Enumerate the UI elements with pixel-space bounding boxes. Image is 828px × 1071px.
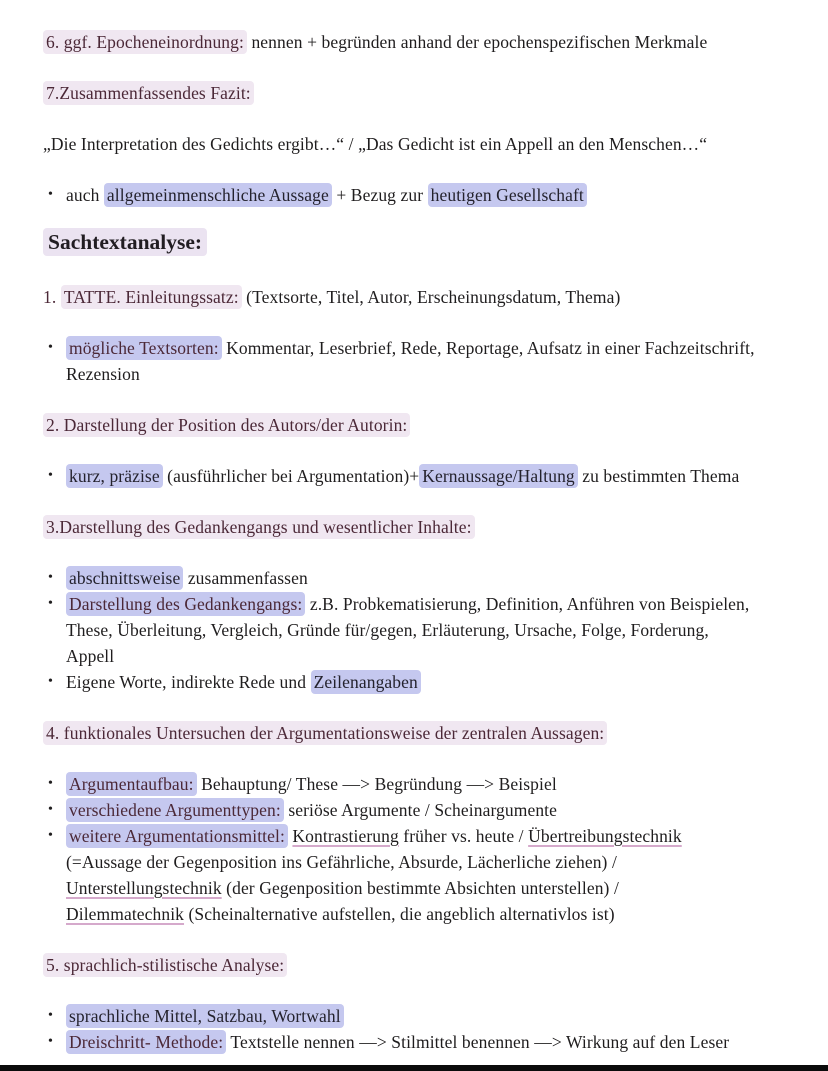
text-segment-mh-pink: TATTE. Einleitungssatz: (61, 285, 242, 309)
bullet-item (43, 463, 803, 489)
numbered-item-5 (43, 952, 803, 978)
text-segment-mh-blue: Dreischritt- Methode: (66, 1030, 226, 1054)
page-heading (43, 228, 803, 257)
text-segment-mh-blue: weitere Argumentationsmittel: (66, 824, 288, 848)
numbered-item-7 (43, 80, 803, 106)
text-segment-plain: nennen + begründen anhand der epochenspezifischen Merkmale (246, 32, 708, 52)
text-segment-maroon: 1. (43, 287, 61, 307)
text-segment-plain: (Scheinalternative aufstellen, die angeblich alternativlos ist) (184, 904, 615, 924)
text-segment-mh-pink: 5. sprachlich-stilistische Analyse: (43, 953, 287, 977)
text-segment-plain: früher vs. heute / (398, 826, 529, 846)
text-segment-bh: allgemeinmenschliche Aussage (104, 183, 332, 207)
bullet-item (43, 182, 803, 208)
bullet-item (43, 771, 803, 797)
text-segment-plain: zu bestimmten Thema (577, 466, 740, 486)
bullet-item (43, 335, 803, 387)
numbered-item-6 (43, 29, 803, 55)
bullet-item (43, 591, 803, 669)
numbered-item-1 (43, 284, 803, 310)
text-segment-bh: abschnittsweise (66, 566, 183, 590)
text-segment-plain: Appell (66, 646, 115, 666)
text-segment-plain: (ausführlicher bei Argumentation)+ (162, 466, 420, 486)
bullet-item (43, 1003, 803, 1029)
fazit-bullets (43, 182, 803, 208)
document-body (43, 29, 803, 1055)
text-segment-plain: „Die Interpretation des Gedichts ergibt…“ / „Das Gedicht ist ein Appell an den Menschen…“ (43, 134, 708, 154)
text-segment-plain: zusammenfassen (183, 568, 308, 588)
text-segment-bh: heutigen Gesellschaft (428, 183, 587, 207)
page-bottom-edge-bar (0, 1065, 828, 1071)
quote-line (43, 131, 803, 157)
numbered-item-2 (43, 412, 803, 438)
argumentation-bullets (43, 771, 803, 927)
text-segment-plain: Eigene Worte, indirekte Rede und (66, 672, 311, 692)
text-segment-plain: Textstelle nennen —> Stilmittel benennen —> Wirkung auf den Leser (226, 1032, 730, 1052)
text-segment-plain: Behauptung/ These —> Begründung —> Beispiel (196, 774, 557, 794)
text-segment-mh-pink: 4. funktionales Untersuchen der Argumentationsweise der zentralen Aussagen: (43, 721, 607, 745)
text-segment-u: Dilemmatechnik (66, 904, 185, 924)
text-segment-mh-pink: 7.Zusammenfassendes Fazit: (43, 81, 254, 105)
text-segment-bh: sprachliche Mittel, Satzbau, Wortwahl (66, 1004, 344, 1028)
text-segment-bh: kurz, präzise (66, 464, 163, 488)
text-segment-plain: (der Gegenposition bestimmte Absichten unterstellen) / (221, 878, 619, 898)
bullet-item (43, 823, 803, 927)
bullet-item (43, 1029, 803, 1055)
text-segment-bh: Zeilenangaben (311, 670, 421, 694)
text-segment-mh-pink: 3.Darstellung des Gedankengangs und wesentlicher Inhalte: (43, 515, 475, 539)
text-segment-plain: Kommentar, Leserbrief, Rede, Reportage, Aufsatz in einer Fachzeitschrift, (221, 338, 755, 358)
text-segment-mh-pink: 6. ggf. Epocheneinordnung: (43, 30, 247, 54)
gedankengang-bullets (43, 565, 803, 695)
numbered-item-4 (43, 720, 803, 746)
text-segment-plain: These, Überleitung, Vergleich, Gründe für/gegen, Erläuterung, Ursache, Folge, Forderung, (66, 620, 709, 640)
textsorten-bullets (43, 335, 803, 387)
stilistik-bullets (43, 1003, 803, 1055)
position-bullets (43, 463, 803, 489)
text-segment-u: Unterstellungstechnik (66, 878, 222, 898)
text-segment-plain: (Textsorte, Titel, Autor, Erscheinungsdatum, Thema) (241, 287, 621, 307)
bullet-item (43, 797, 803, 823)
text-segment-mh-blue: mögliche Textsorten: (66, 336, 222, 360)
text-segment-plain: z.B. Probkematisierung, Definition, Anführen von Beispielen, (305, 594, 750, 614)
text-segment-bh: Kernaussage/Haltung (419, 464, 578, 488)
text-segment-mh-blue: verschiedene Argumenttypen: (66, 798, 284, 822)
text-segment-mh-pink: 2. Darstellung der Position des Autors/der Autorin: (43, 413, 410, 437)
bullet-item (43, 565, 803, 591)
text-segment-mh-blue: Darstellung des Gedankengangs: (66, 592, 305, 616)
text-segment-plain: + Bezug zur (331, 185, 428, 205)
text-segment-plain: Rezension (66, 364, 140, 384)
text-segment-lav: Sachtextanalyse: (43, 228, 207, 256)
numbered-item-3 (43, 514, 803, 540)
text-segment-plain: (=Aussage der Gegenposition ins Gefährliche, Absurde, Lächerliche ziehen) / (66, 852, 617, 872)
text-segment-plain: auch (66, 185, 104, 205)
bullet-item (43, 669, 803, 695)
text-segment-mh-blue: Argumentaufbau: (66, 772, 197, 796)
text-segment-u: Kontrastierung (292, 826, 399, 846)
text-segment-plain: seriöse Argumente / Scheinargumente (283, 800, 558, 820)
text-segment-u: Übertreibungstechnik (528, 826, 682, 846)
